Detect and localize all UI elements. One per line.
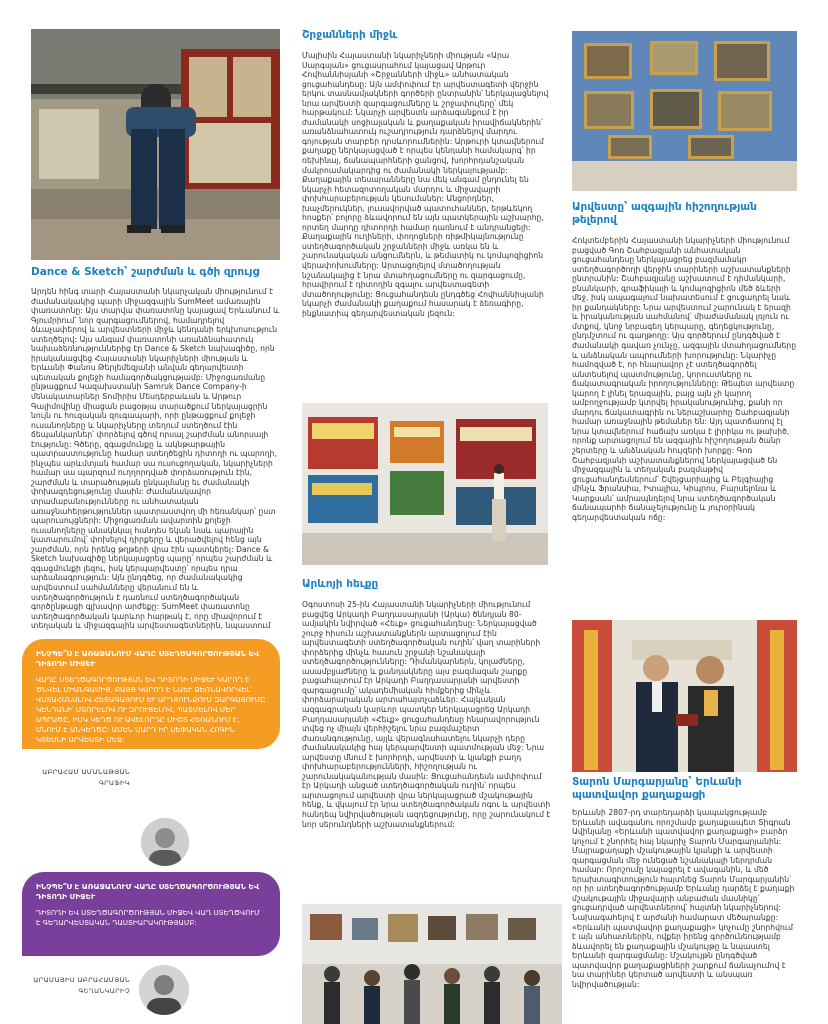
author-name: ԱԲՐԱՀԱՄ ԱՄԱՆԱԹՅԱՆ <box>42 768 130 776</box>
quote-signature <box>22 975 130 997</box>
quote-box-purple <box>22 872 280 956</box>
between-circles-article-text: Մայիսին Հայաստանի նկարիչների միության «Արա Սարգսյան» ցուցասրահում կայացավ Արթուր Հովհաննիսյանի «Շրջանների միջև» անհատական ցուցահանդեսը: Այն ամփոփում էր արվեստագետի վերջին երկու տասնամյակների գործերի ընտրանին՝ ներկայացնելով նրա արվեստի զարգացումները և շրջափուլերը՝ մեկ հարթակում: Նկարչի արվեստն արձագանքում է իր ժամանակի սոցիալական և քաղաքական իրավիճակներին՝ առանձնահատուկ ուշադրություն դարձնելով մարդու գոյության տարբեր դրսևորումներին: Արթուրի կտավներում քաղաքը ներկայացված է որպես կենդանի համակարգ՝ իր ռեխինայ, ճանապարհների ցանցով, խորհրդանշական մակրոամակարդից ու ժամանակի ներկայությամբ: Քաղաքային տեսարանները նա մեկ անգամ ընդունել են նկարչի հետազոտողական մարդու և միջավայրի փոխհարաբերության կեսումաներ: Անցորդներ, խաչմերուկներ, լուսավորված պատուհաններ, երթևեկող հոսքեր՝ բոլորը ձևավորում են այն պատկերային աշխարհը, որտեղ մարդը դիտորդի համար դառնում է անդրանցելի: Քաղաքային ուղիների, փողոցների ռիթմիկայնությունը ստեղծագործական շրջանների միջև առկա են և շարունակական անցումներն, և թեմատիկ ու կոմպոզիցիոն վերափոխումները: Արտացոլելով մտածողության նշանակալից է նրա մտահղացումները ու զարգացումը, հրավիրում է դիտողին զգալու արվեստագետի մտածողությունը: Ցուցահանդեսն ընդգծեց Հովհաննիսյանի նկարչի ժամանակի քաղաքում հասարակ է ձեռագիրը, ինքնատիպ գեղարվեստական լեզուն: <box>302 51 549 318</box>
quote-signature <box>22 767 130 789</box>
dance-sketch-article-text: Արդեն հինգ տարի Հայաստանի նկարչական միությունում է ժամանակակից պարի միջազգային SumMeet ամառային փառատոնը: Այս տարվա փառատոնը կայացավ Երևանում և Գյումրիում՝ նոր զարգացումներով, համադրելով ձևաչափերով և արվեստների միջև կենդանի երկխոսություն ստեղծելով: Այս անգամ փառատոնի առանձնահատուկ նախաձեռնություններից էր Dance & Sketch նախագիծը, որն իրականացվեց Հայաստանի նկարիչների միության և Երևանի Փանոս Թերլեմեզյանի անվան գեղարվեստի պետական քոլեջի համագործակցությամբ: Միջոցառմանը ընթացքում Կազախստանի Samruk Dance Company-ի մենակատարներ Տոմիրիս Մեսդերբաևան և Արթուր Գալիմովինը միացան բացօթյա տարածքում ներկայացրին նույն ու հուզական զուգապարի, որի ընթացքում քոլեջի ուսանողները և նկարիչները տեղում ստեղծում էին ճեպանկարներ՝ փորձելով գծով որսալ շարժման անորսալի էությունը: Գծերը, զգացմունքը և ակնթարթային պատրաստությունը համար ստեղծեցին դիտողի ու պարողի, ինչպես արևմտյան համար սա ուսուցողական, նկարիչների համար սա պարզում ուղղորդված փորձառություն էին, շարժման և տարածության ընկալմանը եւ ժամանակի փոխազդեցությունը մասին: Ժամանակավոր տրամաբանությունները ու անհատական առաջնահերթություններ պատրաստվող մի հեռանկար՝ ըստ պարուսույցների: Միջոցառման ավարտին քոլեջի ուսանողները անակնկալ հանդես եկան նաև պարային կատարումով՝ փոխելով դիրքերը և վերածվելով հենց այն շարժման, որն իրենց թղթերի վրա էին պատկերել: Dance & Sketch նախագիծը ներկայացրեց պարը՝ որպես շարժման և զգացմունքի լեզու, իսկ կերպարվեստը՝ որպես դրա արձանագրություն: Այն ընդգծեց, որ ժամանակակից արվեստում սահմանները վերանում են և ստեղծագործություն է դառնում ստեղծագործական գործընթացի գլխավոր արժեքը: SumMeet փառատոնը ստեղծագործական կարևոր հարթակ է, որը միավորում է տեղական և միջազգային արվեստագետներին, նպաստում <box>31 287 280 631</box>
dance-sketch-heading: Dance & Sketch՝ շարժման և գծի զրույց <box>31 266 260 278</box>
honorary-citizen-award-photo <box>572 620 797 772</box>
quote-answer: ԴԻՏՈՂԻ ԵՎ ՍՏԵՂԾԱԳՈՐԾՈՒԹՅԱՆ ՄԻՋԵՎ ՎԱՂ ՍՏԵՂԾՎՈՒՄ Է ԳԵՂԱՐՎԵՍՏԱԿԱՆ ԴԱՍՏԻԱՐԱԿՈՒԹՅԱՄԲ: <box>36 909 260 927</box>
quote-answer: ՎԱՂԸ ՍՏԵՂԾԱԳՈՐԾՈՒԹՅԱՆ ԵՎ ԴԻՏՈՂԻ ՄԻՋԵՒ ԿԱՐՈՂ Է ԾՆՎԵԼ ՄԻԱՆԳԱՄԻՑ, ԲԱՅՑ ԿԱՐՈՂ Է ՆԱԵՒ ՁԵՌՆԱՎՈՐՎԵԼ՝ ՎՍՏԱՀԱՆԱԼՈՎ ՀԵՏԱԳԱՅՈՒՄ ԵՒ ԱՐԴՅՈՒՆՔՈՒՄ ԶԱՐԳԱՑՈՒՄԸ ԿԵՆԴԱՆԻ՝ ՄՏՈՐԵԼՈՎ ՈՒ ԶՐՈՒՑԵԼՈՎ, ՊԱՏՄԵԼՈՎ ՄԵՐ ԱՊՐԱԾԸ, ԻՍԿ ԿԵՂԾ ՈՒ ԱՎԵԼՈՐԴԸ ՄԻՇՏ ՀԵՌԱՆՈՒՄ Է, ՄՆՈՒՄ Է ԱՆԿԵՂԾԸ: ԱՄԵՆ ՄԱՐԴ ԻՐ ՍԵՓԱԿԱՆ ՀՈԳԻՆ ԿՏԵՍՆԻ ԱՐՎԵՍՏԻ ՄԵՋ: <box>36 676 266 744</box>
exhibition-opening-crowd-photo <box>302 904 562 1024</box>
honorary-citizen-heading: Տարոն Մարգարյանը՝ Երևանի պատվավոր քաղաքացի <box>572 776 742 801</box>
national-memory-article-text: Հոկտեմբերին Հայաստանի նկարիչների միությունում բացված Գոռ Շահբազյանի անհատական ցուցահանդեսը ներկայացրեց բազմամակր ստեղծագործողի վերջին տարիների աշխատանքների ընտրանին: Շահբազյանը աշխատում է դիմանկարի, բնանկարի, գրաֆիկայի և կոմպոզիցիոն մեծ ձևերի մեջ, իսկ ապագայում նախատեսում է ցուցադրել նաև իր քանդակները: Նրա արվեստում շարունակ է երազի և իրականության սահմանով՝ միաժամանակ լռյուն ու մտքով, կնոջ նրբագեղ կերպարը, գեղեցկությունը, ընդմշտում ու գաղթողը: Այս գործերում ընդգծված է ժամանակի գավառ չունչը, ազգային մտահղացումները և անձնական ապրումների խորությունը: Նկարիչը համոզված է, որ հնարավոր չէ ստեղծագործել անտեսելով պատմությունը, կորուստները ու ճակատագրական իրողությունները: Թեպետ արվեստը կարող է լինել երազային, բայց այն չի կարող ամբողջությամբ կտրվել իրականությունից, քանի որ մարդու ճակատագրին ու ներաշխարհը Շահբազյանի համար առաջնային թեմաներ են: Այդ պատճառով էլ նրա կտավներում հաճախ առկա է լիրիկա ու թախիծ, որոնք արտացոլում են ազգային հիշողության ծանր շերտերը և անձնական հույզերի խորքը: Գոռ Շահբազյանի աշխատանքներով ներկայացված են միջազգային և տեղական բազմաթիվ ցուցահանդեսներում՝ Շվեյցարիայից և Բելգիայից մինչև Ֆրանսիա, Իտալիա, Կիպրոս, Բարսելոնա և Կարքսան՝ ամրապնդելով նրա ստեղծագործական ճանապարհի ճանաչելությունը և յուրօրինակ գեղարվեստական ոճը: <box>572 236 797 522</box>
dance-performance-photo <box>31 29 280 260</box>
author-photo <box>139 965 189 1015</box>
author-role: ԳԵՂԱՆԿԱՐԻՉ <box>78 987 130 995</box>
between-circles-heading: Շրջանների միջև <box>302 29 398 41</box>
author-photo <box>141 818 189 866</box>
gallery-framed-paintings-photo <box>572 31 797 191</box>
quote-question: ԻՆՉՊԵ՞Ս Է ԱՌԱՋԱՆՈՒՄ ՎԱՂԸ ՍՏԵՂԾԱԳՈՐԾՈՒԹՅԱՆ ԵՎ ԴԻՏՈՂԻ ՄԻՋԵՒ <box>36 882 260 901</box>
national-memory-heading: Արվեստը՝ ազգային հիշողության թելերով <box>572 201 757 226</box>
quote-box-orange <box>22 639 280 749</box>
author-role: ԳՐԱՖԻԿ <box>98 779 130 787</box>
arka-breath-article-text: Օգոստոսի 25-ին Հայաստանի նկարիչների միությունում բացվեց Արկադի Բաղդասարյանի (Արկա) ծննդյան 80-ամյակին նվիրված «Հեւք» ցուցահանդեսը: Ներկայացված շուրջ հիսուն աշխատանքներն արտացոլում էին արվեստագետի ստեղծագործական ուղին՝ վաղ տարիների փորձերից մինչև հասուն շրջանի նշանակալի ստեղծագործությունները: Դիմանկարներն, կոլաժները, ասամբլյաժները և քանդակները այս բազմազան շարքը բացահայտում էր Արկադի Բաղդասարյանի արվեստի զարգացումը՝ ակադեմիական հիմքերից մինչև փորձարարական արտահայտչաձևեր: Հայկական ազգագրական կարևոր պատկեր ներկայացրեց Արկադի Բաղդասարյանի «Հեւք» ցուցահանդեսը հնարավորություն տվեց ոչ միայն վերհիշելու նրա բազմաշերտ ժառանգությունը, այլև վերագնահատելու նկարչի դերը ժամանակակից հայ կերպարվեստի պատմության մեջ: Նրա արվեստը մնում է խորհրդի, արվեստի և կյանքի բաղդ փոխհարաբերությունների, հիշողության ու շարունակականության մասին: Ցուցահանդեսն ամփոփում էր Արկադի անցած ստեղծագործական ուղին՝ որպես արտացոլում արվեստի վրա ներկայացրած մշակութային հենք, և վկայում էր նրա ստեղծագործական ոգու և արվեստի հանդեպ նվիրվածության ազդեցությունը, որը շարունակում է նոր սերունդների աշխատանքներում: <box>302 600 551 829</box>
arka-breath-heading: Արևոյի հեւքը <box>302 578 379 590</box>
gallery-bus-paintings-photo <box>302 403 548 565</box>
honorary-citizen-article-text: Երևանի 2807-րդ տարեդարձի կապակցությամբ Երևանի ավագանու որոշմամբ քաղաքապետ Տիգրան Ավինյանը «Երևանի պատվավոր քաղաքացի» բարձր կոչում է շնորհել հայ նկարիչ Տարոն Մարգարյանին: Մայրաքաղաքի մշակութային կյանքի և արվեստի զարգացման մեջ ունեցած նշանակալի ներդրման համար: Որոշումը կայացրել է ավագանին, և մեծ երախտագիտություն հայտնեց Տարոն Մարգարյանին՝ որ իր ստեղծագործությամբ Երևանը դարձել է քաղաքի մշակութային միջավայրի անբաժան մասնիկը՝ ցուցադրված արվեստներով՝ հայտնի նկարիչներով: Նախագահելով է արժանի համարատ մեծարանքը: «Երևանի պատվավոր քաղաքացի» կոչումը շնորհվում է այն անհատներին, ովքեր իրենց գործունեությամբ ձևավորել են քաղաքային մշակույթը և նպաստել Երևանի զարգացմանը: Մշակույթն ընդգծված պատվավոր քաղաքացիների շարքում ճանաչումով է նա տարիներ կերտած արվեստի և անսպառ նվիրվածության: <box>572 808 795 989</box>
author-name: ԱՐԱՄԱՅԻՍ ԱԲՐԱՀԱՄՅԱՆ <box>33 976 130 984</box>
quote-question: ԻՆՉՊԵ՞Ս Է ԱՌԱՋԱՆՈՒՄ ՎԱՂԸ ՍՏԵՂԾԱԳՈՐԾՈՒԹՅԱՆ ԵՎ ԴԻՏՈՂԻ ՄԻՋԵՒ <box>36 649 260 668</box>
